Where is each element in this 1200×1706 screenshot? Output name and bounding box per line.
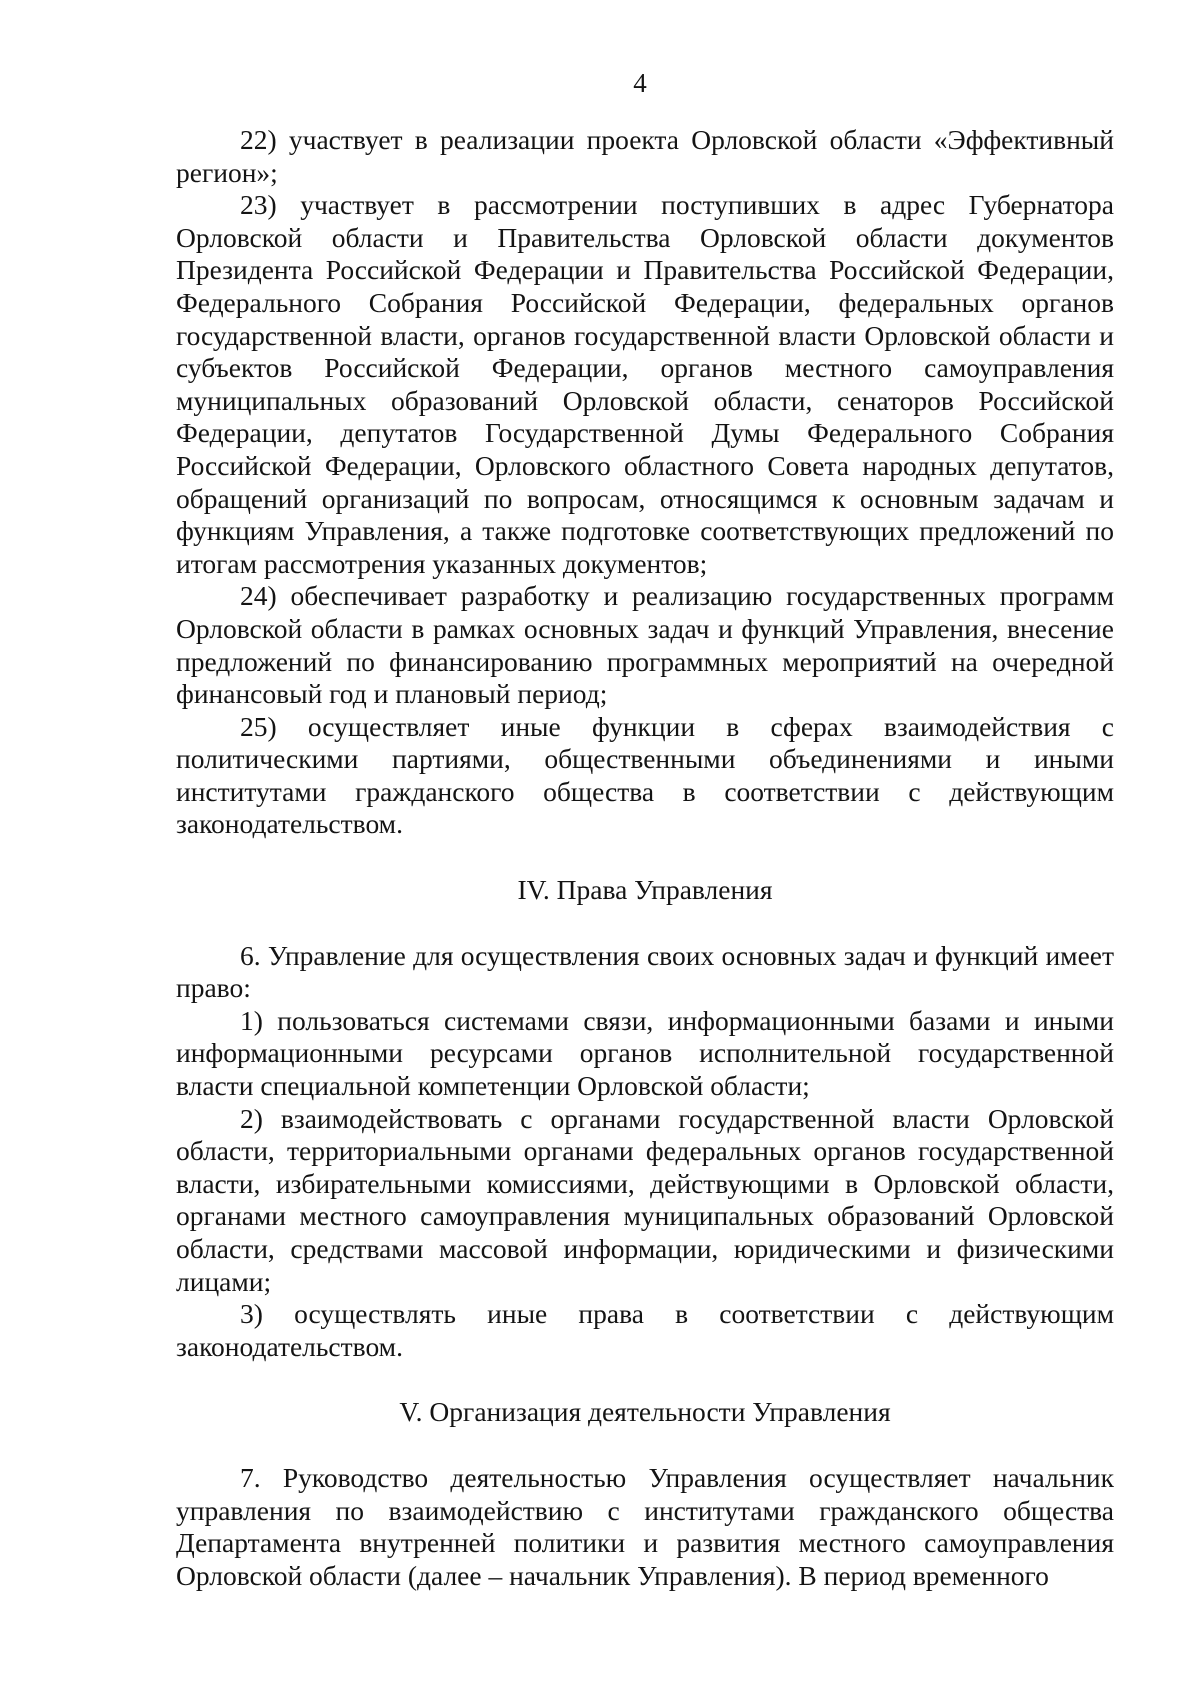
- paragraph-right-3: 3) осуществлять иные права в соответствии с действующим законодательством.: [176, 1298, 1114, 1362]
- paragraph-right-1: 1) пользоваться системами связи, информационными базами и иными информационными ресурсами органов исполнительной государственной власти специальной компетенции Орловской области;: [176, 1004, 1114, 1102]
- document-body: [176, 124, 1114, 1592]
- paragraph-item-24: 24) обеспечивает разработку и реализацию государственных программ Орловской области в рамках основных задач и функций Управления, внесение предложений по финансированию программных мероприятий на очередной финансовый год и плановый период;: [176, 580, 1114, 710]
- page-number: 4: [633, 68, 647, 98]
- paragraph-item-23: 23) участвует в рассмотрении поступивших в адрес Губернатора Орловской области и Правительства Орловской области документов Президента Российской Федерации и Правительства Российской Федерации, Федерального Собрания Российской Федерации, федеральных органов государственной власти, органов государственной власти Орловской области и субъектов Российской Федерации, органов местного самоуправления муниципальных образований Орловской области, сенаторов Российской Федерации, депутатов Государственной Думы Федерального Собрания Российской Федерации, Орловского областного Совета народных депутатов, обращений организаций по вопросам, относящимся к основным задачам и функциям Управления, а также подготовке соответствующих предложений по итогам рассмотрения указанных документов;: [176, 189, 1114, 579]
- paragraph-right-2: 2) взаимодействовать с органами государственной власти Орловской области, территориальными органами федеральных органов государственной власти, избирательными комиссиями, действующими в Орловской области, органами местного самоуправления муниципальных образований Орловской области, средствами массовой информации, юридическими и физическими лицами;: [176, 1102, 1114, 1297]
- paragraph-clause-6: 6. Управление для осуществления своих основных задач и функций имеет право:: [176, 939, 1114, 1004]
- section-heading-organization: V. Организация деятельности Управления: [399, 1396, 891, 1428]
- section-heading-rights: IV. Права Управления: [517, 874, 773, 906]
- paragraph-item-22: 22) участвует в реализации проекта Орловской области «Эффективный регион»;: [176, 124, 1114, 188]
- paragraph-clause-7: 7. Руководство деятельностью Управления осуществляет начальник управления по взаимодействию с институтами гражданского общества Департамента внутренней политики и развития местного самоуправления Орловской области (далее – начальник Управления). В период временного: [176, 1461, 1114, 1591]
- paragraph-item-25: 25) осуществляет иные функции в сферах взаимодействия с политическими партиями, общественными объединениями и иными институтами гражданского общества в соответствии с действующим законодательством.: [176, 710, 1114, 840]
